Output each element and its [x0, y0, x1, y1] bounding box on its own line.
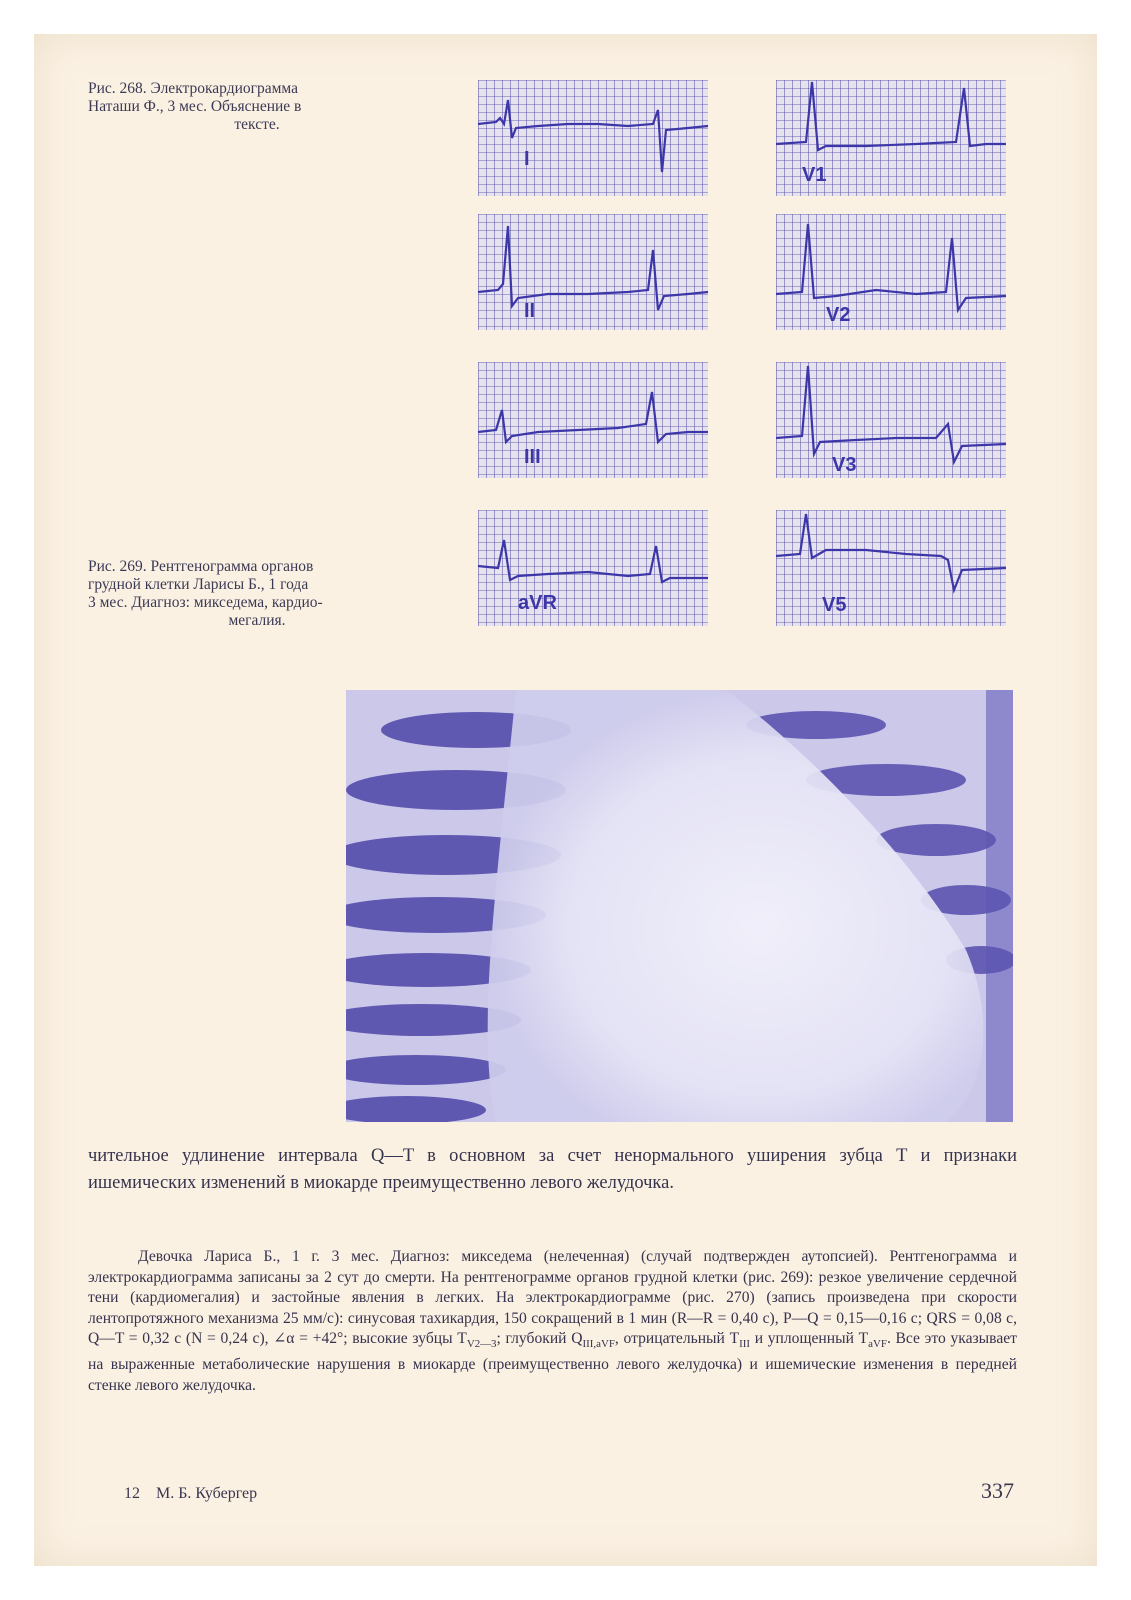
lead-label: V2	[826, 304, 851, 326]
caption-line: Рис. 268. Электрокардиограмма	[88, 80, 299, 97]
text-run: , отрицательный T	[614, 1330, 740, 1348]
lead-label: aVR	[518, 592, 557, 614]
figure-268-caption	[88, 80, 426, 134]
ecg-lead-ii	[478, 214, 708, 330]
lead-label: V3	[832, 454, 857, 476]
page-number: 337	[981, 1478, 1014, 1503]
page-footer	[124, 1485, 273, 1503]
ecg-lead-i	[478, 80, 708, 196]
ecg-lead-v5	[776, 510, 1006, 626]
caption-line: мегалия.	[228, 612, 286, 629]
text-run: Девочка Лариса Б., 1 г. 3 мес. Диагноз: микседема (нелеченная) (случай подтвержден аутопсией). Рентгенограмма и электрокардиограмма записаны за 2 сут до смерти. На рентгенограмме органов грудной клетки (рис. 269): резкое увеличение сердечной тени (кардиомегалия) и застойные явления в легких. На электрокардиограмме (рис. 270) (запись произведена при скорости лентопротяжного механизма 25 мм/с): синусовая тахикардия, 150 сокращений в 1 мин (R—R = 0,40 с), P—Q = 0,15—0,16 с; QRS = 0,08 с, Q—T = 0,32 с (N = 0,24 с), ∠α = +42°; высокие зубцы T	[88, 1248, 1017, 1348]
text-run: и уплощенный T	[750, 1330, 869, 1348]
subscript: aVF	[868, 1338, 887, 1351]
caption-line: Рис. 269. Рентгенограмма органов	[88, 558, 314, 575]
subscript: III,aVF	[582, 1338, 615, 1351]
subscript: III	[739, 1338, 751, 1351]
lead-label: V1	[802, 164, 827, 186]
case-paragraph	[88, 1247, 1017, 1396]
author-name: М. Б. Кубергер	[156, 1485, 258, 1502]
text-run: . Все это указывает на выраженные метаболические нарушения в миокарде (преимущественно левого желудочка) и ишемические изменения в передней стенке левого желудочка.	[88, 1330, 1017, 1394]
ecg-lead-v2	[776, 214, 1006, 330]
caption-line: грудной клетки Ларисы Б., 1 года	[88, 576, 309, 593]
caption-line: 3 мес. Диагноз: микседема, кардио-	[88, 594, 323, 611]
ecg-lead-v1	[776, 80, 1006, 196]
caption-line: тексте.	[234, 116, 280, 133]
caption-line: Наташи Ф., 3 мес. Объяснение в	[88, 98, 302, 115]
chest-xray-image	[346, 690, 1013, 1122]
signature-number: 12	[124, 1485, 140, 1502]
main-paragraph: чительное удлинение интервала Q—T в основном за счет ненормального уширения зубца T и признаки ишемических изменений в миокарде преимущественно левого желудочка.	[88, 1146, 1017, 1193]
ecg-lead-avr	[478, 510, 708, 626]
lead-label: III	[524, 446, 541, 468]
lead-label: II	[524, 300, 536, 322]
lead-label: I	[524, 148, 530, 170]
ecg-lead-v3	[776, 362, 1006, 478]
figure-269-caption	[88, 558, 426, 630]
lead-label: V5	[822, 594, 847, 616]
ecg-lead-iii	[478, 362, 708, 478]
text-run: ; глубокий Q	[496, 1330, 583, 1348]
subscript: V2—3	[466, 1338, 497, 1351]
